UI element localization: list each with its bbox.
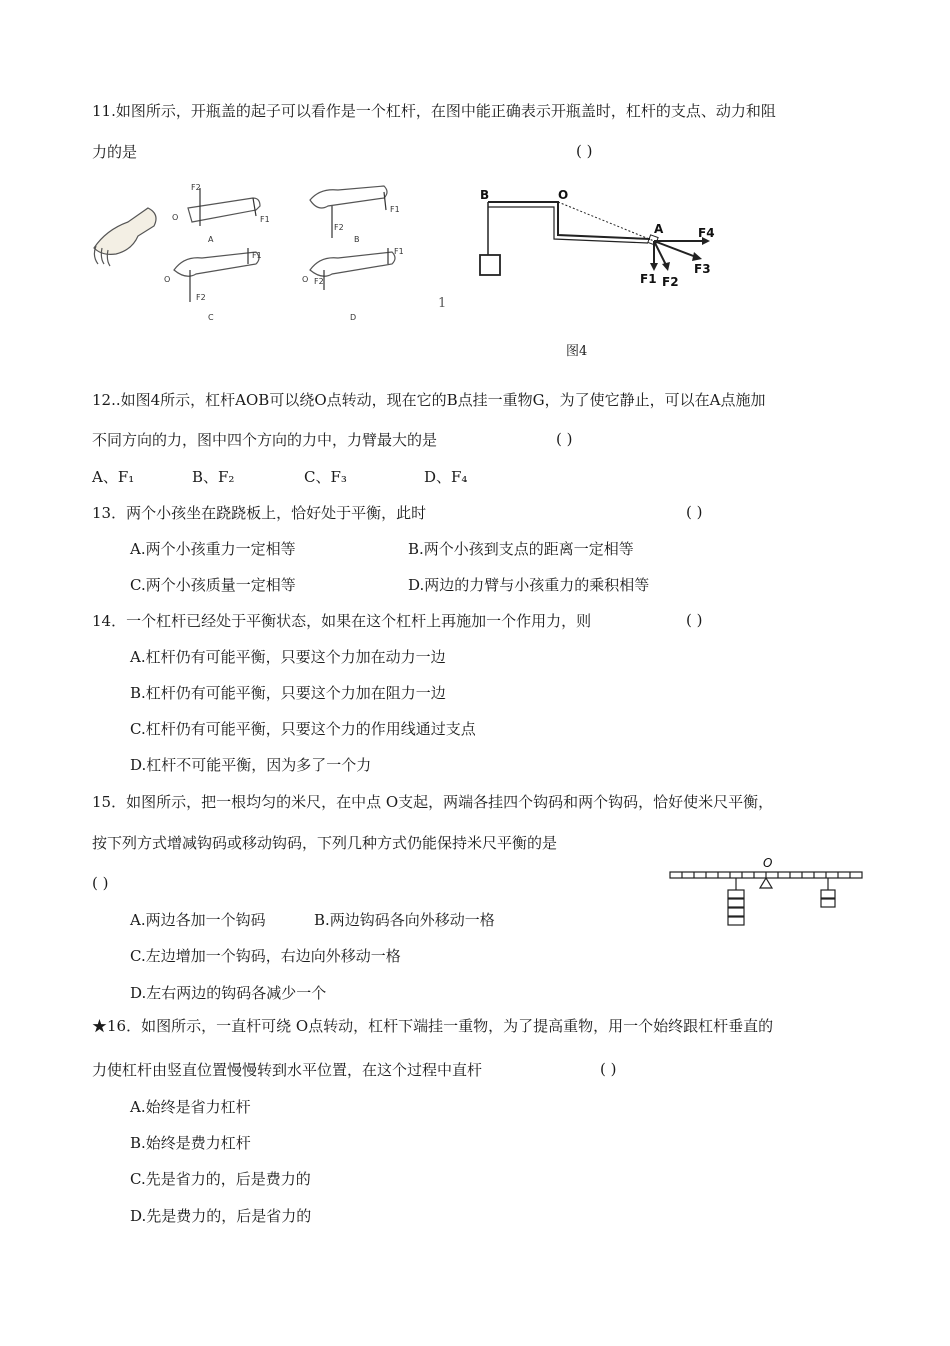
fig4-label-f1: F1 <box>640 272 657 286</box>
q12-option-c: C、F₃ <box>304 468 347 486</box>
q13-option-c: C.两个小孩质量一定相等 <box>130 576 296 594</box>
q15-option-a: A.两边各加一个钩码 <box>130 911 266 929</box>
right-weight-1 <box>821 890 835 898</box>
q15-line1: 15．如图所示，把一根均匀的米尺，在中点 O支起，两端各挂四个钩码和两个钩码，恰好使米尺平衡， <box>92 793 774 811</box>
q11-answer-paren: ( ) <box>576 142 593 160</box>
fig4-label-f4: F4 <box>698 226 715 240</box>
fig11-f2-c: F2 <box>196 293 206 302</box>
figure-4-lever <box>470 185 730 295</box>
fig11-label-d: D <box>350 313 357 322</box>
fig11-label-a: A <box>208 235 214 244</box>
fig11-f2-d: F2 <box>314 277 324 286</box>
fig4-label-o: O <box>558 188 569 202</box>
bottle-opener-figure <box>88 178 428 328</box>
opener-a <box>188 198 260 222</box>
fig11-label-c: C <box>208 313 214 322</box>
q12-line2: 不同方向的力，图中四个方向的力中，力臂最大的是 <box>92 431 438 449</box>
fig11-f1-c: F1 <box>252 251 262 260</box>
right-weight-2 <box>821 899 835 907</box>
q15-option-d: D.左右两边的钩码各减少一个 <box>130 984 327 1002</box>
q11-line2: 力的是 <box>92 143 138 161</box>
fig11-f2-b: F2 <box>334 223 344 232</box>
q16-line1: ★16．如图所示，一直杆可绕 O点转动，杠杆下端挂一重物，为了提高重物，用一个始终跟杠杆垂直的 <box>92 1017 774 1035</box>
fig11-f1-d: F1 <box>394 247 404 256</box>
q14-answer-paren: ( ) <box>686 611 703 629</box>
q13-option-a: A.两个小孩重力一定相等 <box>130 540 296 558</box>
opener-b <box>310 186 387 208</box>
q15-line2: 按下列方式增减钩码或移动钩码，下列几种方式仍能保持米尺平衡的是 <box>92 834 558 852</box>
left-weight-4 <box>728 917 744 925</box>
q15-option-c: C.左边增加一个钩码，右边向外移动一格 <box>130 947 401 965</box>
fulcrum-triangle <box>760 878 772 888</box>
opener-c <box>174 252 259 276</box>
q14-option-b: B.杠杆仍有可能平衡，只要这个力加在阻力一边 <box>130 684 446 702</box>
fig11-o-d: O <box>302 275 309 284</box>
arrowhead-f3 <box>692 252 702 261</box>
q13-stem: 13．两个小孩坐在跷跷板上，恰好处于平衡，此时 <box>92 504 427 522</box>
fig4-label-f3: F3 <box>694 262 711 276</box>
fig11-o-c: O <box>164 275 171 284</box>
meter-stick-figure <box>668 854 864 934</box>
left-weight-3 <box>728 908 744 916</box>
q16-option-b: B.始终是费力杠杆 <box>130 1134 251 1152</box>
opener-d <box>310 252 395 276</box>
left-weight-2 <box>728 899 744 907</box>
fig11-f1-b: F1 <box>390 205 400 214</box>
arrowhead-f1 <box>650 263 658 271</box>
fig11-label-b: B <box>354 235 360 244</box>
q12-line1: 12..如图4所示，杠杆AOB可以绕O点转动，现在它的B点挂一重物G，为了使它静止，可以在A点施加 <box>92 391 766 409</box>
q16-line2: 力使杠杆由竖直位置慢慢转到水平位置，在这个过程中直杆 <box>92 1061 483 1079</box>
hanging-weight <box>480 255 500 275</box>
q16-option-a: A.始终是省力杠杆 <box>130 1098 251 1116</box>
q14-option-a: A.杠杆仍有可能平衡，只要这个力加在动力一边 <box>130 648 446 666</box>
q16-option-c: C.先是省力的，后是费力的 <box>130 1170 311 1188</box>
q12-option-b: B、F₂ <box>192 468 235 486</box>
meter-stick-label-o: O <box>763 856 773 870</box>
fig11-f2-a: F2 <box>191 183 201 192</box>
fig4-label-b: B <box>480 188 490 202</box>
q12-option-d: D、F₄ <box>424 468 468 486</box>
fig4-label-f2: F2 <box>662 275 679 289</box>
q16-answer-paren: ( ) <box>600 1060 617 1078</box>
figure-4-caption: 图4 <box>566 344 588 359</box>
q13-answer-paren: ( ) <box>686 503 703 521</box>
q14-option-c: C.杠杆仍有可能平衡，只要这个力的作用线通过支点 <box>130 720 476 738</box>
left-weight-1 <box>728 890 744 898</box>
q12-option-a: A、F₁ <box>92 468 135 486</box>
page-mark-text: 1 <box>438 296 447 311</box>
q13-option-b: B.两个小孩到支点的距离一定相等 <box>408 540 634 558</box>
q16-option-d: D.先是费力的，后是省力的 <box>130 1207 312 1225</box>
arrowhead-f2 <box>662 262 670 271</box>
fig11-f1-a: F1 <box>260 215 270 224</box>
fig4-label-a: A <box>654 222 664 236</box>
hand-illustration <box>94 208 156 254</box>
q15-answer-paren: ( ) <box>92 874 109 892</box>
q11-line1: 11.如图所示，开瓶盖的起子可以看作是一个杠杆，在图中能正确表示开瓶盖时，杠杆的支点、动力和阻 <box>92 102 776 120</box>
q14-option-d: D.杠杆不可能平衡，因为多了一个力 <box>130 756 372 774</box>
q14-stem: 14．一个杠杆已经处于平衡状态，如果在这个杠杆上再施加一个作用力，则 <box>92 612 592 630</box>
fig11-o-a: O <box>172 213 179 222</box>
q12-answer-paren: ( ) <box>556 430 573 448</box>
q15-option-b: B.两边钩码各向外移动一格 <box>314 911 495 929</box>
q13-option-d: D.两边的力臂与小孩重力的乘积相等 <box>408 576 650 594</box>
